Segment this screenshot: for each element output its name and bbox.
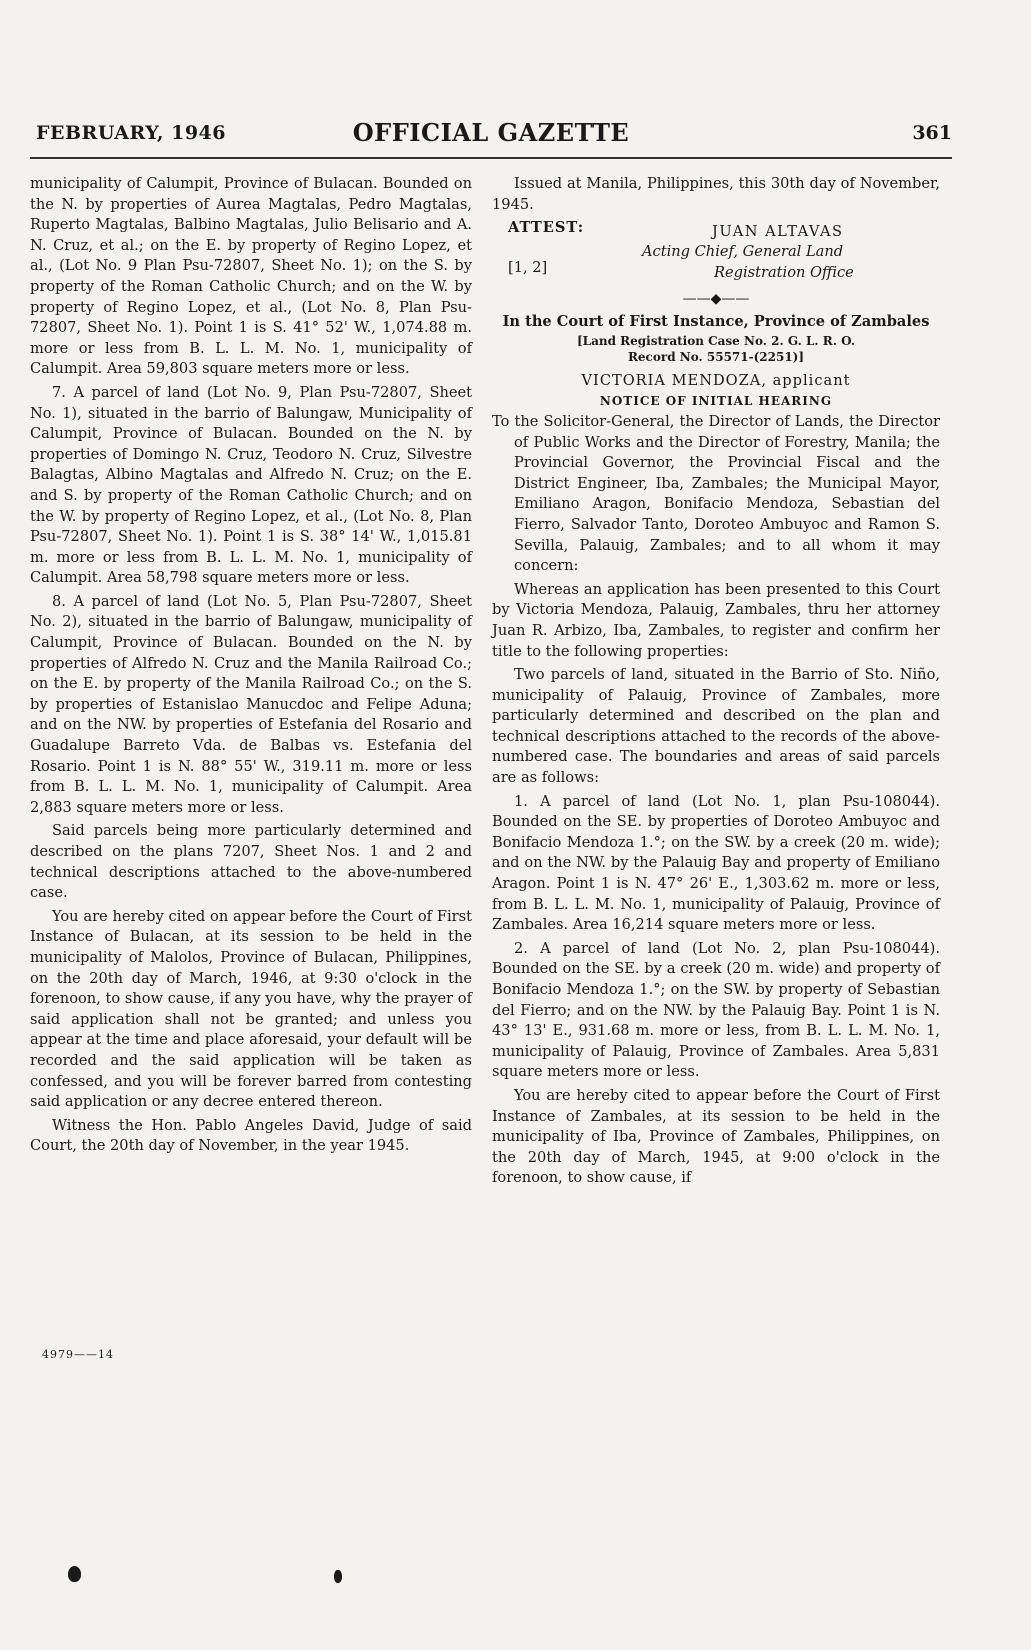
attest-label: ATTEST: xyxy=(508,219,585,237)
attest-name: JUAN ALTAVAS xyxy=(712,223,844,241)
right-paragraph-parcels: Two parcels of land, situated in the Barrio of Sto. Niño, municipality of Palauig, Province of Zambales, more particularly determined and described on the plan and technical descriptions attached to the records of the above-numbered case. The boundaries and areas of said parcels are as follows: xyxy=(492,666,940,787)
right-paragraph-citation: You are hereby cited to appear before the Court of First Instance of Zambales, at its session to be held in the municipality of Iba, Province of Zambales, Philippines, on the 20th day of March, 1945, at 9:00 o'clock in the forenoon, to show cause, if xyxy=(492,1086,940,1187)
attest-title-line2: Registration Office xyxy=(714,264,854,282)
page-number: 361 xyxy=(912,122,952,144)
publication-title: OFFICIAL GAZETTE xyxy=(352,118,630,147)
attest-reference: [1, 2] xyxy=(508,259,548,277)
right-paragraph-application: Whereas an application has been presented to this Court by Victoria Mendoza, Palauig, Zambales, thru her attorney Juan R. Arbizo, Iba, Zambales, to register and confirm her title to the following properties: xyxy=(492,580,940,660)
record-number: Record No. 55571-(2251)] xyxy=(627,349,805,364)
notice-heading: NOTICE OF INITIAL HEARING xyxy=(599,394,833,409)
ink-blot-mark xyxy=(68,1566,81,1582)
issued-statement: Issued at Manila, Philippines, this 30th day of November, 1945. xyxy=(492,175,940,213)
header-rule xyxy=(30,157,952,159)
page-header xyxy=(30,118,952,158)
applicant-line: VICTORIA MENDOZA, applicant xyxy=(581,371,851,389)
left-paragraph-citation: You are hereby cited on appear before the Court of First Instance of Bulacan, at its session to be held in the municipality of Malolos, Province of Bulacan, Philippines, on the 20th day of March, 1946, at 9:30 o'clock in the forenoon, to show cause, if any you have, why the prayer of said application shall not be granted; and unless you appear at the time and place aforesaid, your default will be recorded and the said application will be taken as confessed, and you will be forever barred from contesting said application or any decree entered thereon. xyxy=(30,907,472,1111)
print-code: 4979——14 xyxy=(42,1348,114,1361)
court-heading: In the Court of First Instance, Province of Zambales xyxy=(502,313,930,331)
attest-title-line1: Acting Chief, General Land xyxy=(642,243,844,261)
attest-block xyxy=(492,218,940,284)
left-paragraph-lot7: 7. A parcel of land (Lot No. 9, Plan Psu-72807, Sheet No. 1), situated in the barrio of Balungaw, Municipality of Calumpit, Province of Bulacan. Bounded on the N. by properties of Domingo N. Cruz, Teodoro N. Cruz, Silvestre Balagtas, Albino Magtalas and Alfredo N. Cruz; on the E. and S. by property of the Roman Catholic Church; and on the W. by property of Regino Lopez, et al., (Lot No. 8, Plan Psu-72807, Sheet No. 1). Point 1 is S. 38° 14' W., 1,015.81 m. more or less from B. L. L. M. No. 1, municipality of Calumpit. Area 58,798 square meters more or less. xyxy=(30,383,472,587)
header-date: FEBRUARY, 1946 xyxy=(36,122,226,144)
right-paragraph-lot1: 1. A parcel of land (Lot No. 1, plan Psu-108044). Bounded on the SE. by properties of Doroteo Ambuyoc and Bonifacio Mendoza 1.°; on the SW. by a creek (20 m. wide); and on the NW. by the Palauig Bay and property of Emiliano Aragon. Point 1 is N. 47° 26' E., 1,303.62 m. more or less, from B. L. L. M. No. 1, municipality of Palauig, Province of Zambales. Area 16,214 square meters more or less. xyxy=(492,792,940,934)
section-separator: ——◆—— xyxy=(682,291,750,308)
left-column xyxy=(30,174,472,1160)
right-column xyxy=(492,174,940,1192)
case-number: [Land Registration Case No. 2. G. L. R. O. xyxy=(576,333,856,348)
ink-blot-mark xyxy=(334,1570,342,1583)
right-paragraph-lot2: 2. A parcel of land (Lot No. 2, plan Psu-108044). Bounded on the SE. by a creek (20 m. wide) and property of Bonifacio Mendoza 1.°; on the SW. by property of Sebastian del Fierro; and on the NW. by the Palauig Bay. Point 1 is N. 43° 13' E., 931.68 m. more or less, from B. L. L. M. No. 1, municipality of Palauig, Province of Zambales. Area 5,831 square meters more or less. xyxy=(492,939,940,1081)
left-paragraph-lot8: 8. A parcel of land (Lot No. 5, Plan Psu-72807, Sheet No. 2), situated in the barrio of Balungaw, municipality of Calumpit, Province of Bulacan. Bounded on the N. by properties of Alfredo N. Cruz and the Manila Railroad Co.; on the E. by property of the Manila Railroad Co.; on the S. by properties of Estanislao Manucdoc and Felipe Aduna; and on the NW. by properties of Estefania del Rosario and Guadalupe Barreto Vda. de Balbas vs. Estefania del Rosario. Point 1 is N. 88° 55' W., 319.11 m. more or less from B. L. L. M. No. 1, municipality of Calumpit. Area 2,883 square meters more or less. xyxy=(30,592,472,816)
left-paragraph-plans: Said parcels being more particularly determined and described on the plans 7207, Sheet Nos. 1 and 2 and technical descriptions attached to the above-numbered case. xyxy=(30,822,472,902)
addressees-paragraph: To the Solicitor-General, the Director of Lands, the Director of Public Works and the Director of Forestry, Manila; the Provincial Governor, the Provincial Fiscal and the District Engineer, Iba, Zambales; the Municipal Mayor, Emiliano Aragon, Bonifacio Mendoza, Sebastian del Fierro, Salvador Tanto, Doroteo Ambuyoc and Ramon S. Sevilla, Palauig, Zambales; and to all whom it may concern: xyxy=(492,412,940,575)
left-paragraph-witness: Witness the Hon. Pablo Angeles David, Judge of said Court, the 20th day of November, in the year 1945. xyxy=(30,1116,472,1155)
left-paragraph-lot6-continued: municipality of Calumpit, Province of Bulacan. Bounded on the N. by properties of Aurea Magtalas, Pedro Magtalas, Ruperto Magtalas, Balbino Magtalas, Julio Belisario and A. N. Cruz, et al.; on the E. by property of Regino Lopez, et al., (Lot No. 9 Plan Psu-72807, Sheet No. 1); on the S. by property of the Roman Catholic Church; and on the W. by property of Regino Lopez, et al., (Lot No. 8, Plan Psu-72807, Sheet No. 1). Point 1 is S. 41° 52' W., 1,074.88 m. more or less from B. L. L. M. No. 1, municipality of Calumpit. Area 59,803 square meters more or less. xyxy=(30,175,472,378)
